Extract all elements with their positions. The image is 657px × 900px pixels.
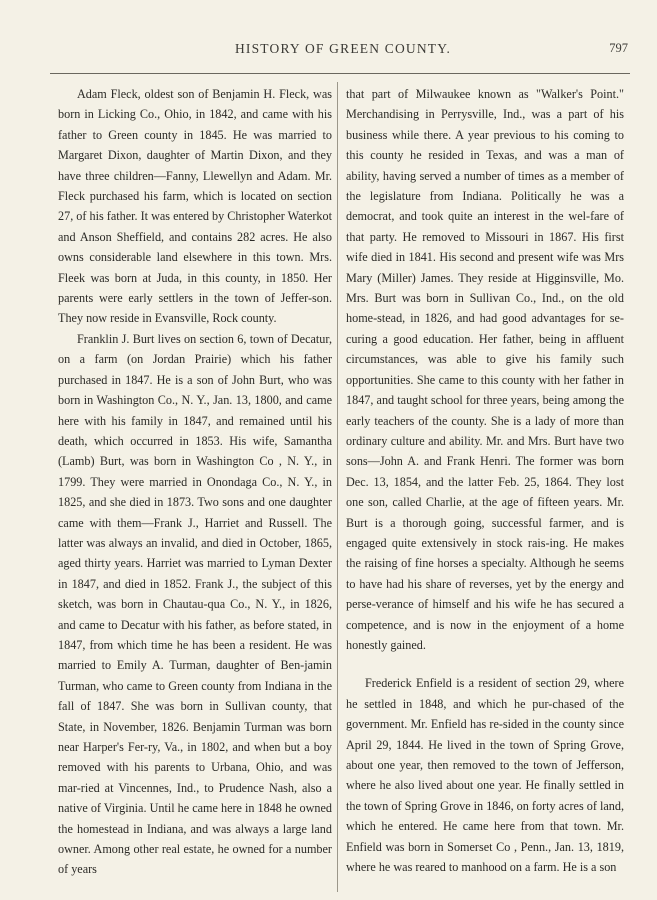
- page-header: [58, 41, 628, 61]
- paragraph-franklin-burt: Franklin J. Burt lives on section 6, town of Decatur, on a farm (on Jordan Prairie) which his father purchased in 1847. He is a son of John Burt, who was born in Washington Co., N. Y., Jan. 13, 1800, and came here with his family in 1847, and remained until his death, which occurred in 1853. His wife, Samantha (Lamb) Burt, was born in Washington Co , N. Y., in 1799. They were married in Onondaga Co., N. Y., in 1825, and she died in 1873. Two sons and one daughter came with them—Frank J., Harriet and Russell. The latter was always an invalid, and died in October, 1865, aged thirty years. Harriet was married to Lyman Dexter in 1847, and died in 1852. Frank J., the subject of this sketch, was born in Chautau-qua Co., N. Y., in 1826, and came to Decatur with his father, as before stated, in 1847, from which time he has been a resident. He was married to Emily A. Turman, daughter of Ben-jamin Turman, who came to Green county from Indiana in the fall of 1847. She was born in Sullivan county, that State, in November, 1826. Benjamin Turman was born near Harper's Fer-ry, Va., in 1802, and when but a boy removed with his parents to Urbana, Ohio, and was mar-ried at Vincennes, Ind., to Prudence Nash, also a native of Virginia. Until he came here in 1848 he owned the homestead in Indiana, and was always a large land owner. Among other real estate, he owned for a number of years: [58, 331, 332, 877]
- column-divider: [337, 82, 338, 892]
- running-title: HISTORY OF GREEN COUNTY.: [234, 41, 452, 56]
- paragraph-adam-fleck: Adam Fleck, oldest son of Benjamin H. Fleck, was born in Licking Co., Ohio, in 1842, and came with his father to Green county in 1845. He was married to Margaret Dixon, daughter of Martin Dixon, and they have three children—Fanny, Llewellyn and Adam. Mr. Fleck purchased his farm, which is located on section 27, of his father. It was entered by Christopher Waterkot and Anson Sheffield, and contains 282 acres. He also owns considerable land elsewhere in this town. Mrs. Fleek was born at Juda, in this county, in 1850. Her parents were early settlers in the town of Jeffer-son. They now reside in Evansville, Rock county.: [58, 87, 332, 326]
- left-column: [58, 84, 332, 880]
- right-column: [346, 84, 624, 877]
- header-rule: [50, 73, 630, 74]
- page-number: 797: [609, 41, 628, 55]
- paragraph-frederick-enfield: Frederick Enfield is a resident of section 29, where he settled in 1848, and which he pur-chased of the government. Mr. Enfield has re-sided in the county since April 29, 1844. He lived in the town of Spring Grove, about one year, then removed to the town of Jefferson, where he also lived about one year. He finally settled in the town of Spring Grove in 1846, on forty acres of land, which he entered. He came here from that town. Mr. Enfield was born in Somerset Co , Penn., Jan. 13, 1819, where he was reared to manhood on a farm. He is a son: [346, 676, 624, 875]
- paragraph-burt-continued: that part of Milwaukee known as "Walker's Point." Merchandising in Perrysville, Ind., was a part of his business while there. A year previous to his coming to this county he resided in Texas, and was a man of ability, having served a number of times as a member of the legislature from Indiana. Politically he was a democrat, and took quite an interest in the wel-fare of that party. He removed to Missouri in 1867. His first wife died in 1841. His second and present wife was Mrs Mary (Miller) James. They reside at Higginsville, Mo. Mrs. Burt was born in Sullivan Co., Ind., on the old home-stead, in 1826, and had good advantages for se-curing a good education. Her father, being in affluent circumstances, was able to give his family such opportunities. She came to this county with her father in 1847, and taught school for three years, being among the early teachers of the county. She is a lady of more than ordinary culture and ability. Mr. and Mrs. Burt have two sons—John A. and Frank Henri. The former was born Dec. 13, 1854, and the latter Feb. 25, 1864. They lost one son, called Charlie, at the age of fifteen years. Mr. Burt is a thorough going, successful farmer, and is engaged quite extensively in stock rais-ing. He makes the raising of fine horses a specialty. Although he seems to have had his share of reverses, yet by the energy and perse-verance of himself and his wife he has secured a competence, and is now in the enjoyment of a home honestly gained.: [346, 87, 624, 652]
